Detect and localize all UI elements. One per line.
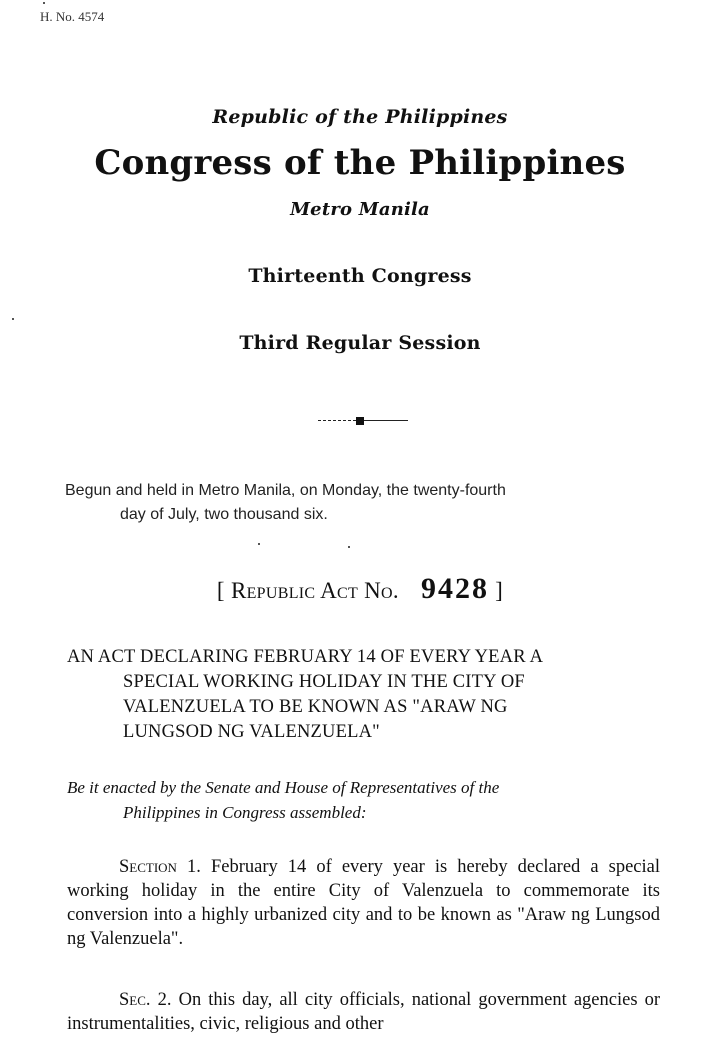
scan-speck <box>12 318 14 320</box>
title-line: LUNGSOD NG VALENZUELA" <box>123 722 380 742</box>
begun-line-2: day of July, two thousand six. <box>120 506 328 523</box>
scan-speck <box>348 546 350 548</box>
header-congress: Congress of the Philippines <box>94 143 626 183</box>
header-republic: Republic of the Philippines <box>212 106 508 128</box>
section-2 <box>67 988 660 1036</box>
header-session: Third Regular Session <box>239 332 481 354</box>
section-label: Sec. 2. <box>119 990 172 1010</box>
section-label: Section 1. <box>119 857 201 877</box>
act-number: 9428 <box>421 572 490 605</box>
begun-line-1: Begun and held in Metro Manila, on Monday, the twenty-fourth <box>65 482 506 499</box>
open-bracket: [ <box>216 578 225 603</box>
title-line: VALENZUELA TO BE KNOWN AS "ARAW NG <box>123 697 508 717</box>
section-text: February 14 of every year is hereby declared a special working holiday in the entire City of Valenzuela to commemorate its conversion into a highly urbanized city and to be known as "Araw ng Lungsod ng Valenzuela". <box>67 857 660 949</box>
scan-speck <box>43 2 45 4</box>
divider-ornament-icon <box>318 417 410 424</box>
title-line: AN ACT DECLARING FEBRUARY 14 OF EVERY YEAR A <box>67 647 544 667</box>
section-text: On this day, all city officials, national government agencies or instrumentalities, civic, religious and other <box>67 990 661 1034</box>
bill-number: H. No. 4574 <box>40 9 105 24</box>
act-title <box>67 645 662 745</box>
header-location: Metro Manila <box>290 199 430 220</box>
header-congress-number: Thirteenth Congress <box>248 265 472 287</box>
section-1 <box>67 855 660 951</box>
enacting-line-2: Philippines in Congress assembled: <box>123 803 367 822</box>
close-bracket: ] <box>495 578 504 603</box>
enacting-clause <box>67 775 662 825</box>
begun-statement <box>65 479 695 527</box>
enacting-line-1: Be it enacted by the Senate and House of Representatives of the <box>67 778 500 797</box>
act-label: Republic Act No. <box>230 578 399 603</box>
title-line: SPECIAL WORKING HOLIDAY IN THE CITY OF <box>123 672 525 692</box>
scan-speck <box>258 543 260 545</box>
act-heading <box>0 572 720 606</box>
